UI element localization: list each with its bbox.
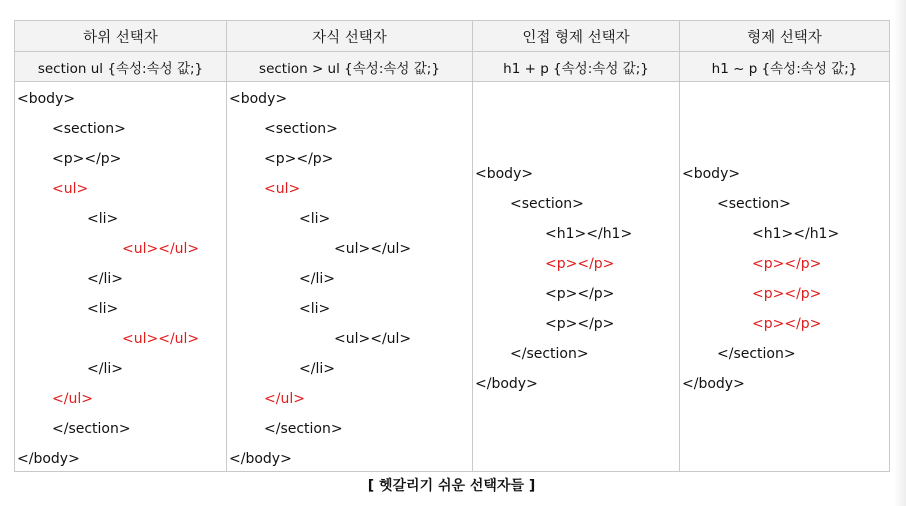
code-line: <body> [229, 91, 288, 107]
code-line: </body> [682, 376, 745, 392]
code-line: <p></p> [52, 151, 122, 167]
code-cell-child [227, 82, 473, 472]
code-line: <li> [299, 301, 331, 317]
code-line: <body> [475, 166, 534, 182]
code-line: </section> [510, 346, 589, 362]
header-general-sibling-selector: 형제 선택자 [680, 21, 890, 52]
code-line: <section> [510, 196, 584, 212]
code-line: <li> [87, 301, 119, 317]
figure-caption: [ 헷갈리기 쉬운 선택자들 ] [367, 478, 536, 494]
example-code-row [15, 82, 890, 472]
code-line: <p></p> [545, 316, 615, 332]
code-line: </body> [229, 451, 292, 467]
code-line-highlighted: <p></p> [752, 286, 822, 302]
code-line-highlighted: <ul> [264, 181, 301, 197]
code-cell-adjacent-sibling [473, 82, 680, 472]
code-line-highlighted: <p></p> [545, 256, 615, 272]
selector-comparison-table [14, 20, 890, 472]
code-line-highlighted: <ul></ul> [122, 331, 200, 347]
header-row [15, 21, 890, 52]
code-line-highlighted: <p></p> [752, 316, 822, 332]
code-line: </li> [87, 361, 123, 377]
code-line-highlighted: </ul> [264, 391, 305, 407]
syntax-general-sibling: h1 ~ p {속성:속성 값;} [680, 52, 890, 82]
code-cell-descendant [15, 82, 227, 472]
code-line: <section> [717, 196, 791, 212]
code-line: <ul></ul> [334, 241, 412, 257]
page-edge-shade [894, 0, 906, 506]
selector-syntax-row [15, 52, 890, 82]
header-child-selector: 자식 선택자 [227, 21, 473, 52]
code-line: <body> [17, 91, 76, 107]
code-line-highlighted: <p></p> [752, 256, 822, 272]
code-line: <section> [52, 121, 126, 137]
syntax-adjacent-sibling: h1 + p {속성:속성 값;} [473, 52, 680, 82]
code-line: </li> [299, 361, 335, 377]
code-line: </section> [52, 421, 131, 437]
code-line: </section> [264, 421, 343, 437]
code-line: <p></p> [545, 286, 615, 302]
code-line: <body> [682, 166, 741, 182]
syntax-descendant: section ul {속성:속성 값;} [15, 52, 227, 82]
code-line: <h1></h1> [545, 226, 633, 242]
code-line: </li> [299, 271, 335, 287]
code-line-highlighted: <ul> [52, 181, 89, 197]
syntax-child: section > ul {속성:속성 값;} [227, 52, 473, 82]
code-line: <h1></h1> [752, 226, 840, 242]
code-line-highlighted: <ul></ul> [122, 241, 200, 257]
code-line: </li> [87, 271, 123, 287]
header-descendant-selector: 하위 선택자 [15, 21, 227, 52]
code-line: </section> [717, 346, 796, 362]
code-line: <ul></ul> [334, 331, 412, 347]
code-line: </body> [475, 376, 538, 392]
code-line: <li> [87, 211, 119, 227]
code-line: </body> [17, 451, 80, 467]
header-adjacent-sibling-selector: 인접 형제 선택자 [473, 21, 680, 52]
code-line: <p></p> [264, 151, 334, 167]
code-line: <li> [299, 211, 331, 227]
code-line-highlighted: </ul> [52, 391, 93, 407]
code-line: <section> [264, 121, 338, 137]
code-cell-general-sibling [680, 82, 890, 472]
